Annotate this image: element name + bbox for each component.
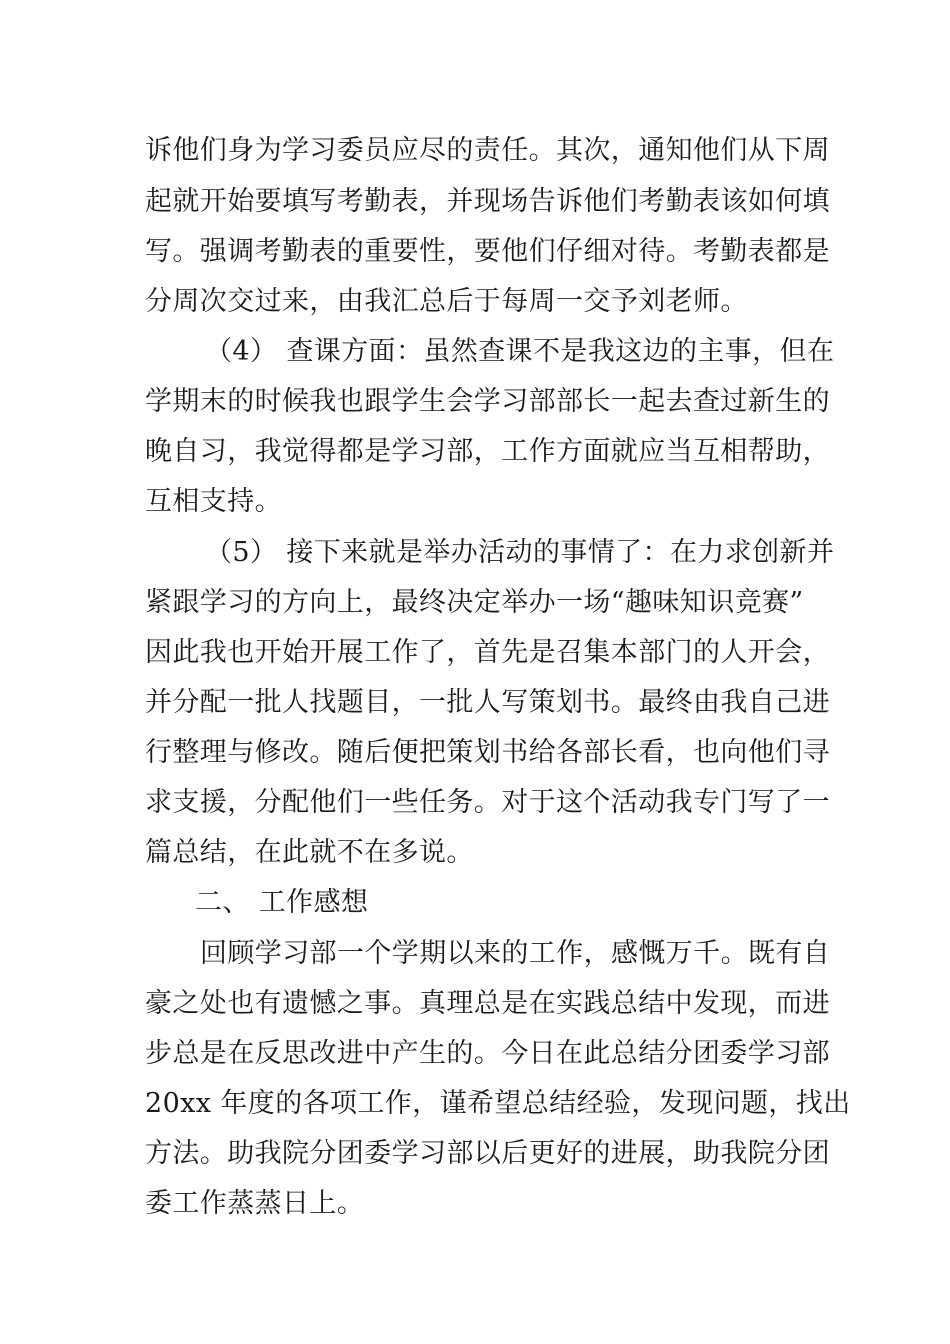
- text-line: 因此我也开始开展工作了，首先是召集本部门的人开会，: [145, 637, 830, 668]
- text-line: 20xx 年度的各项工作，谨希望总结经验，发现问题，找出: [145, 1088, 851, 1119]
- text-line: 回顾学习部一个学期以来的工作，感慨万千。既有自: [200, 938, 831, 969]
- text-line: 紧跟学习的方向上，最终决定举办一场“趣味知识竞赛”: [145, 587, 804, 618]
- text-line: 互相支持。: [145, 486, 282, 517]
- text-line: 诉他们身为学习委员应尽的责任。其次，通知他们从下周: [145, 135, 830, 166]
- text-line: 委工作蒸蒸日上。: [145, 1188, 365, 1219]
- text-line: 起就开始要填写考勤表，并现场告诉他们考勤表该如何填: [145, 186, 830, 217]
- text-line: 并分配一批人找题目，一批人写策划书。最终由我自己进: [145, 687, 830, 718]
- text-line: 行整理与修改。随后便把策划书给各部长看，也向他们寻: [145, 737, 830, 768]
- list-item-heading: （4） 查课方面：虽然查课不是我这边的主事，但在: [205, 336, 835, 367]
- section-heading: 二、 工作感想: [195, 887, 369, 918]
- text-line: 学期末的时候我也跟学生会学习部部长一起去查过新生的: [145, 386, 830, 417]
- text-line: 方法。助我院分团委学习部以后更好的进展，助我院分团: [145, 1138, 830, 1169]
- text-line: 步总是在反思改进中产生的。今日在此总结分团委学习部: [145, 1038, 830, 1069]
- text-line: 豪之处也有遗憾之事。真理总是在实践总结中发现，而进: [145, 988, 830, 1019]
- list-item-heading: （5） 接下来就是举办活动的事情了：在力求创新并: [205, 537, 835, 568]
- text-line: 求支援，分配他们一些任务。对于这个活动我专门写了一: [145, 787, 830, 818]
- text-line: 篇总结，在此就不在多说。: [145, 837, 474, 868]
- text-line: 晚自习，我觉得都是学习部，工作方面就应当互相帮助，: [145, 436, 830, 467]
- text-line: 写。强调考勤表的重要性，要他们仔细对待。考勤表都是: [145, 236, 830, 267]
- text-line: 分周次交过来，由我汇总后于每周一交予刘老师。: [145, 286, 748, 317]
